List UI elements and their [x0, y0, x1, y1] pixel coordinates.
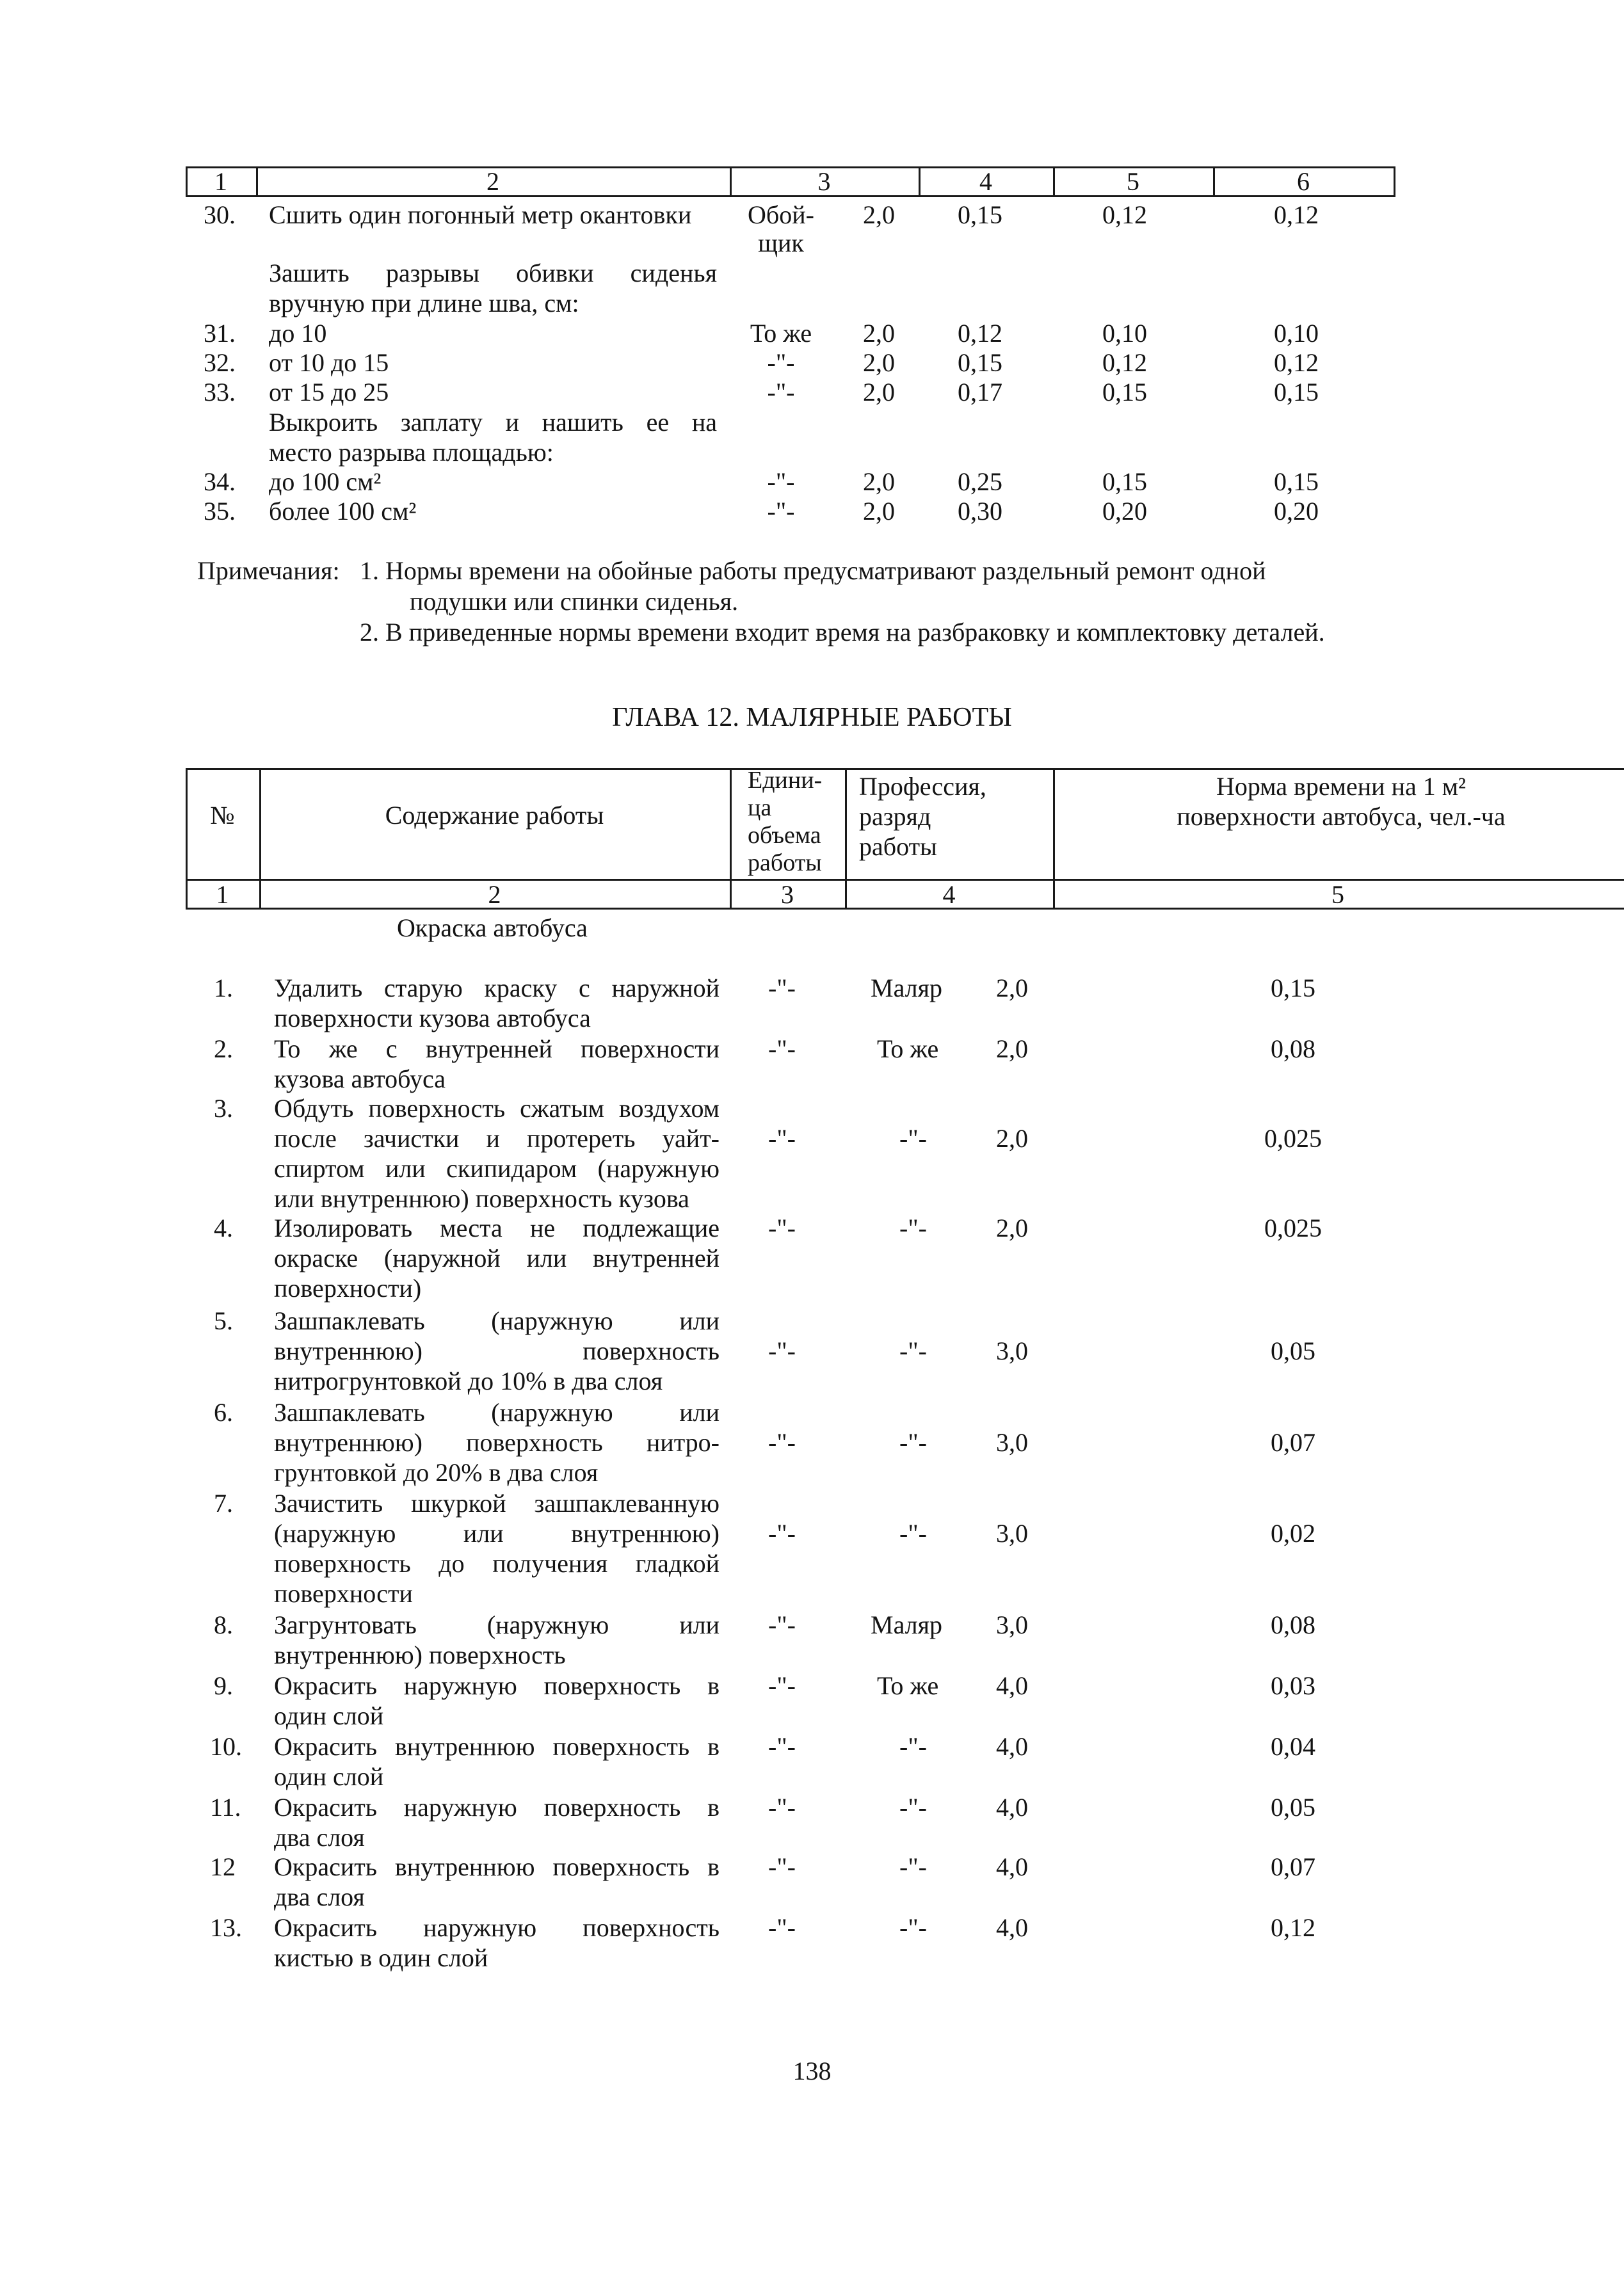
value-col6: 0,20: [1274, 497, 1319, 526]
unit-line: То же: [750, 319, 812, 348]
header-num-1: 1: [214, 167, 227, 196]
unit-line: -"-: [767, 348, 795, 377]
profession: -"-: [899, 1913, 927, 1942]
work-line: Удалить старую краску с наружной: [274, 974, 720, 1002]
work-line: (наружную или внутреннюю): [274, 1519, 720, 1548]
work-line: Окрасить внутреннюю поверхность в: [274, 1732, 720, 1761]
work-description: до 10: [269, 319, 327, 348]
row-number: 32.: [204, 348, 236, 377]
section-title: Окраска автобуса: [397, 913, 588, 942]
work-description: [274, 1034, 720, 1094]
unit: -"-: [768, 974, 796, 1002]
work-line: спиртом или скипидаром (наружную: [274, 1154, 720, 1183]
profession: Маляр: [871, 974, 943, 1002]
row-number: 3.: [214, 1094, 233, 1123]
unit: -"-: [768, 1034, 796, 1063]
work-description: более 100 см²: [269, 497, 417, 526]
grade: 2,0: [996, 1034, 1028, 1063]
profession: -"-: [899, 1336, 927, 1365]
value-col6: 0,15: [1274, 378, 1319, 406]
work-line: То же с внутренней поверхности: [274, 1034, 720, 1063]
unit-line: -"-: [767, 378, 795, 406]
work-line: окраске (наружной или внутренней: [274, 1244, 720, 1272]
grade: 4,0: [996, 1671, 1028, 1700]
work-line: один слой: [274, 1701, 384, 1730]
norm: 0,08: [1271, 1610, 1315, 1639]
value-col6: 0,12: [1274, 200, 1319, 229]
row-number: 31.: [204, 319, 236, 348]
work-line: Зашпаклевать (наружную или: [274, 1398, 720, 1427]
header-unit-line: объема: [748, 822, 821, 849]
value-col6: 0,12: [1274, 348, 1319, 377]
grade: 2,0: [863, 467, 895, 496]
header-norm-line: Норма времени на 1 м²: [1216, 772, 1467, 801]
norm: 0,12: [1271, 1913, 1315, 1942]
value-col5: 0,10: [1102, 319, 1147, 348]
unit: -"-: [768, 1336, 796, 1365]
header-num-6: 6: [1297, 167, 1310, 196]
row-number: 10.: [210, 1732, 242, 1761]
work-line: Изолировать места не подлежащие: [274, 1214, 720, 1242]
row-number: 12: [210, 1852, 236, 1881]
grade: 2,0: [996, 1214, 1028, 1242]
row-number: 5.: [214, 1306, 233, 1335]
work-line: внутреннюю) поверхность нитро-: [274, 1428, 720, 1457]
header-num-4: 4: [979, 167, 992, 196]
work-line: поверхности): [274, 1274, 422, 1303]
column-number: 2: [488, 880, 501, 909]
unit-line: -"-: [767, 497, 795, 526]
work-description: место разрыва площадью:: [269, 438, 554, 467]
row-number: 30.: [204, 200, 236, 229]
header-num-2: 2: [486, 167, 499, 196]
norm: 0,04: [1271, 1732, 1315, 1761]
work-line: Окрасить наружную поверхность в: [274, 1793, 720, 1822]
norm: 0,03: [1271, 1671, 1315, 1700]
work-line: поверхности: [274, 1579, 413, 1608]
value-col5: 0,12: [1102, 348, 1147, 377]
header-num-3: 3: [817, 167, 831, 196]
row-number: 1.: [214, 974, 233, 1002]
value-col4: 0,25: [958, 467, 1002, 496]
norm: 0,025: [1264, 1214, 1322, 1242]
grade: 2,0: [863, 319, 895, 348]
grade: 2,0: [863, 378, 895, 406]
value-col5: 0,12: [1102, 200, 1147, 229]
grade: 4,0: [996, 1913, 1028, 1942]
norm: 0,07: [1271, 1852, 1315, 1881]
work-line: поверхность до получения гладкой: [274, 1549, 720, 1578]
work-line: грунтовкой до 20% в два слоя: [274, 1458, 599, 1487]
unit: -"-: [768, 1428, 796, 1457]
grade: 2,0: [996, 1124, 1028, 1153]
grade: 4,0: [996, 1793, 1028, 1822]
work-line: или внутреннюю) поверхность кузова: [274, 1184, 689, 1213]
value-col6: 0,10: [1274, 319, 1319, 348]
unit: -"-: [768, 1852, 796, 1881]
profession: -"-: [899, 1124, 927, 1153]
work-description: [274, 1913, 720, 1973]
work-line: после зачистки и протереть уайт-: [274, 1124, 720, 1153]
row-number: 35.: [204, 497, 236, 526]
grade: 3,0: [996, 1519, 1028, 1548]
value-col5: 0,15: [1102, 378, 1147, 406]
column-number: 1: [216, 880, 229, 909]
header-profession-line: работы: [859, 832, 937, 861]
profession: -"-: [899, 1214, 927, 1242]
row-number: 13.: [210, 1913, 242, 1942]
row-number: 11.: [210, 1793, 241, 1822]
work-line: нитрогрунтовкой до 10% в два слоя: [274, 1367, 663, 1395]
unit: -"-: [768, 1124, 796, 1153]
work-line: два слоя: [274, 1823, 365, 1852]
profession: Маляр: [871, 1610, 943, 1639]
grade: 3,0: [996, 1428, 1028, 1457]
work-line: Окрасить наружную поверхность в: [274, 1671, 720, 1700]
value-col5: 0,20: [1102, 497, 1147, 526]
norm: 0,02: [1271, 1519, 1315, 1548]
column-number: 4: [942, 880, 956, 909]
norm: 0,025: [1264, 1124, 1322, 1153]
header-unit-line: Едини-: [748, 767, 823, 794]
row-number: 8.: [214, 1610, 233, 1639]
column-number: 5: [1331, 880, 1344, 909]
work-line: Окрасить наружную поверхность: [274, 1913, 720, 1942]
work-description: Сшить один погонный метр окантовки: [269, 200, 692, 229]
header-unit-line: работы: [748, 849, 822, 876]
unit: -"-: [768, 1519, 796, 1548]
grade: 4,0: [996, 1732, 1028, 1761]
row-number: 7.: [214, 1489, 233, 1518]
work-description: [274, 1093, 720, 1214]
note-item: 2. В приведенные нормы времени входит время на разбраковку и комплектовку деталей.: [360, 618, 1325, 646]
chapter-title: ГЛАВА 12. МАЛЯРНЫЕ РАБОТЫ: [612, 703, 1012, 732]
work-line: внутреннюю) поверхность: [274, 1641, 566, 1669]
grade: 2,0: [996, 974, 1028, 1002]
work-line: Зашпаклевать (наружную или: [274, 1306, 720, 1335]
value-col4: 0,17: [958, 378, 1002, 406]
note-item: 1. Нормы времени на обойные работы предусматривают раздельный ремонт одной: [360, 556, 1266, 585]
unit: -"-: [768, 1610, 796, 1639]
work-line: Окрасить внутреннюю поверхность в: [274, 1852, 720, 1881]
note-item: подушки или спинки сиденья.: [410, 587, 739, 616]
value-col4: 0,15: [958, 348, 1002, 377]
unit: -"-: [768, 1671, 796, 1700]
value-col4: 0,15: [958, 200, 1002, 229]
work-line: два слоя: [274, 1882, 365, 1911]
unit-line: Обой-: [748, 200, 814, 229]
value-col4: 0,30: [958, 497, 1002, 526]
norm: 0,07: [1271, 1428, 1315, 1457]
work-line: Обдуть поверхность сжатым воздухом: [274, 1094, 720, 1123]
unit: -"-: [768, 1732, 796, 1761]
norm: 0,08: [1271, 1034, 1315, 1063]
row-number: 2.: [214, 1034, 233, 1063]
work-line: поверхности кузова автобуса: [274, 1004, 591, 1032]
work-line: кузова автобуса: [274, 1064, 446, 1093]
header-no: №: [210, 801, 235, 830]
work-description: [274, 1306, 720, 1396]
profession: -"-: [899, 1732, 927, 1761]
profession: -"-: [899, 1852, 927, 1881]
value-col4: 0,12: [958, 319, 1002, 348]
unit: -"-: [768, 1913, 796, 1942]
work-description: [274, 1731, 720, 1792]
work-line: кистью в один слой: [274, 1943, 488, 1972]
row-number: 33.: [204, 378, 236, 406]
work-line: Загрунтовать (наружную или: [274, 1610, 720, 1639]
norm: 0,05: [1271, 1793, 1315, 1822]
work-description: до 100 см²: [269, 467, 382, 496]
work-description: Выкроить заплату и нашить ее на: [269, 408, 717, 437]
norm: 0,15: [1271, 974, 1315, 1002]
profession: -"-: [899, 1519, 927, 1548]
work-description: [274, 1610, 720, 1670]
unit: -"-: [768, 1214, 796, 1242]
grade: 3,0: [996, 1610, 1028, 1639]
work-line: Зачистить шкуркой зашпаклеванную: [274, 1489, 720, 1518]
unit-line: -"-: [767, 467, 795, 496]
grade: 2,0: [863, 200, 895, 229]
grade: 4,0: [996, 1852, 1028, 1881]
row-number: 6.: [214, 1398, 233, 1427]
work-description: [274, 1671, 720, 1731]
value-col5: 0,15: [1102, 467, 1147, 496]
work-description: [274, 973, 720, 1033]
row-number: 9.: [214, 1671, 233, 1700]
work-description: Зашить разрывы обивки сиденья: [269, 259, 717, 287]
profession: То же: [877, 1671, 939, 1700]
profession: -"-: [899, 1793, 927, 1822]
work-line: один слой: [274, 1762, 384, 1791]
header-norm-line: поверхности автобуса, чел.-ча: [1177, 802, 1506, 831]
header-unit-line: ца: [748, 794, 772, 821]
page-number: 138: [792, 2057, 832, 2085]
grade: 3,0: [996, 1336, 1028, 1365]
unit: -"-: [768, 1793, 796, 1822]
work-description: [274, 1852, 720, 1912]
header-profession-line: разряд: [859, 802, 931, 831]
work-description: [274, 1488, 720, 1609]
row-number: 4.: [214, 1214, 233, 1242]
work-description: от 15 до 25: [269, 378, 389, 406]
work-description: [274, 1792, 720, 1852]
norm: 0,05: [1271, 1336, 1315, 1365]
work-line: внутреннюю) поверхность: [274, 1336, 720, 1365]
header-num-5: 5: [1127, 167, 1139, 196]
work-description: вручную при длине шва, см:: [269, 289, 579, 317]
profession: -"-: [899, 1428, 927, 1457]
grade: 2,0: [863, 348, 895, 377]
header-work: Содержание работы: [385, 801, 604, 830]
notes-label: Примечания:: [197, 556, 340, 585]
profession: То же: [877, 1034, 939, 1063]
grade: 2,0: [863, 497, 895, 526]
column-number: 3: [781, 880, 794, 909]
work-description: от 10 до 15: [269, 348, 389, 377]
work-description: [274, 1213, 720, 1303]
value-col6: 0,15: [1274, 467, 1319, 496]
work-description: [274, 1397, 720, 1488]
unit-line: щик: [758, 229, 804, 257]
header-profession-line: Профессия,: [859, 772, 986, 801]
row-number: 34.: [204, 467, 236, 496]
